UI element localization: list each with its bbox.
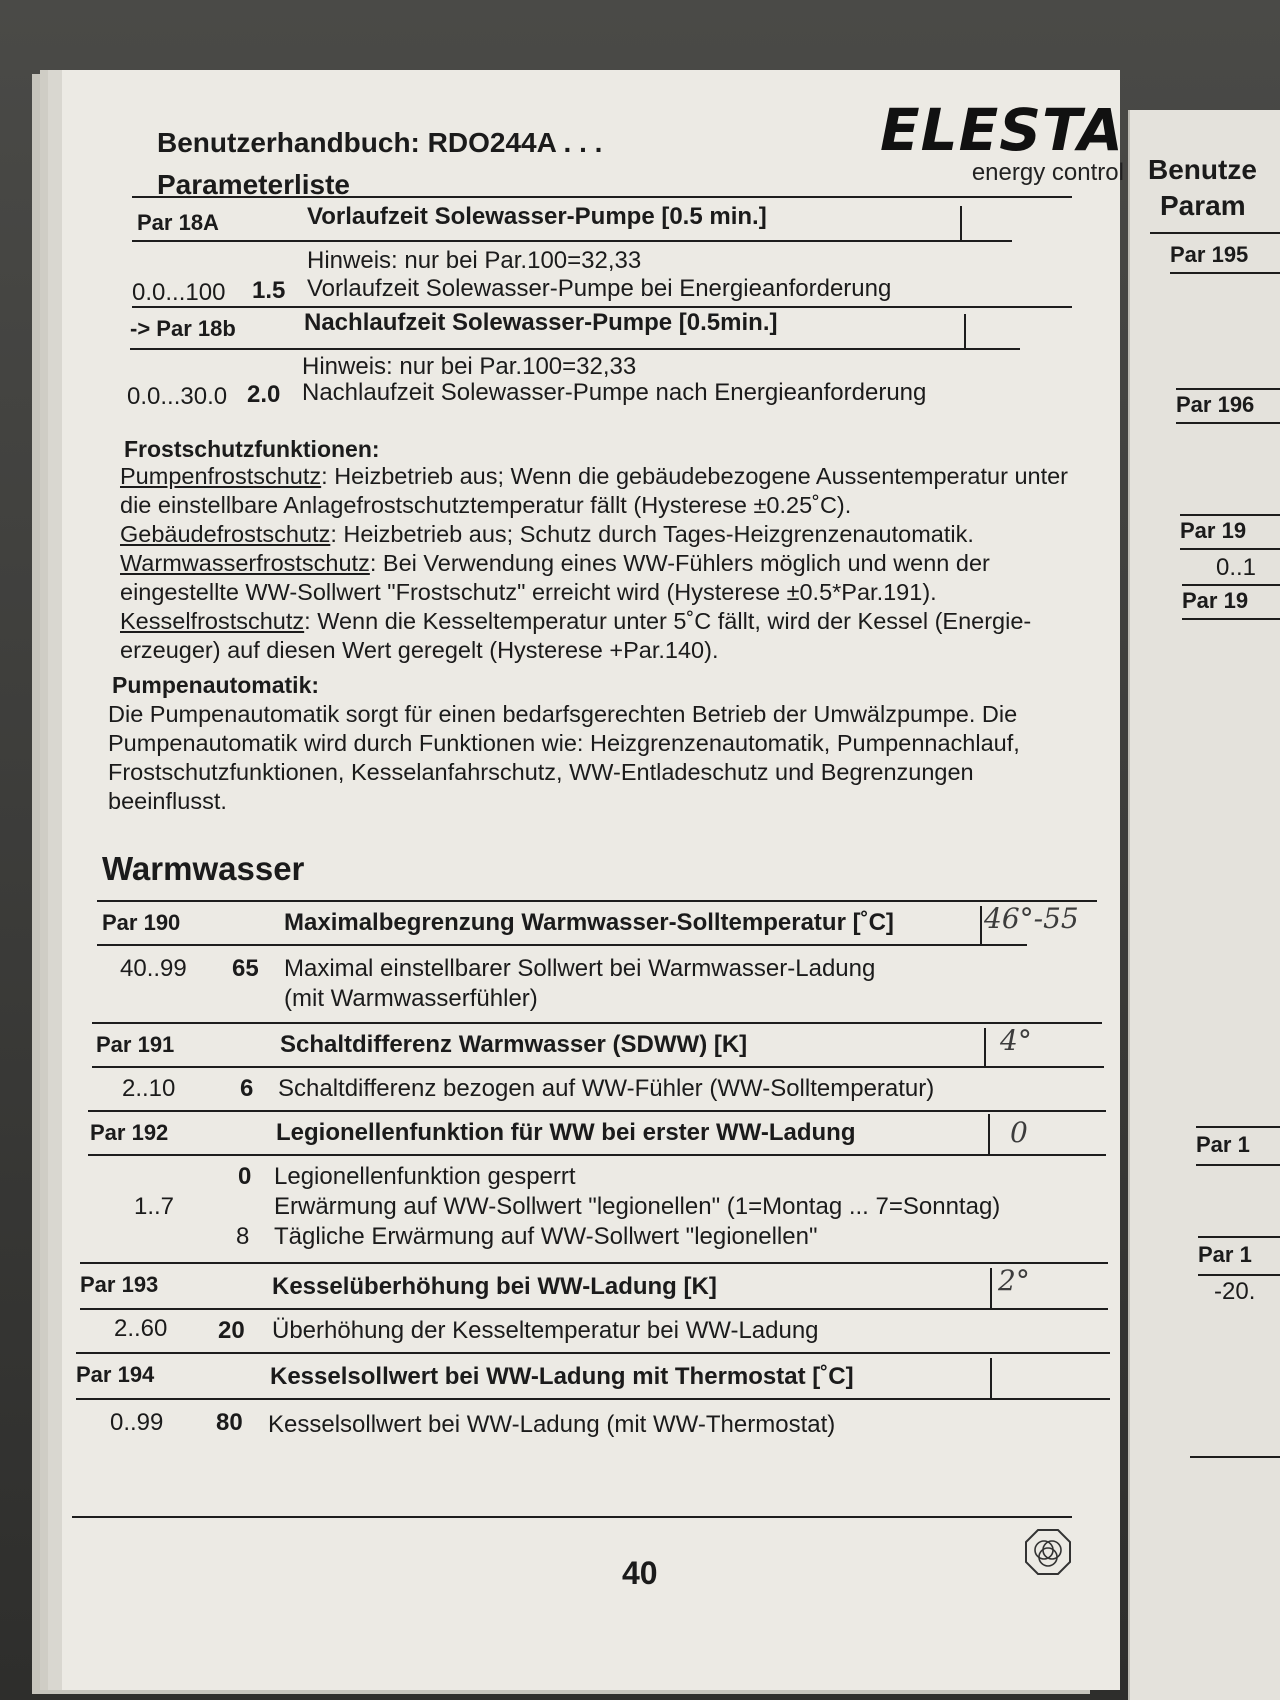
param-rule <box>76 1398 1110 1400</box>
logo-tagline: energy control <box>971 159 1124 186</box>
param-note: Hinweis: nur bei Par.100=32,33 <box>302 353 637 380</box>
header-rule <box>132 196 1072 198</box>
next-page-rule <box>1196 1164 1280 1166</box>
frost-term: Kesselfrostschutz <box>120 608 305 634</box>
next-page-rule <box>1180 514 1280 516</box>
param-default: 0 <box>238 1163 252 1190</box>
param-rule <box>97 900 1097 902</box>
value-box <box>984 1028 986 1066</box>
param-desc: Überhöhung der Kesseltemperatur bei WW-Ladung <box>272 1317 819 1344</box>
next-page-param: Par 195 <box>1170 242 1249 267</box>
param-default: 20 <box>218 1317 245 1344</box>
next-page-rule <box>1182 618 1280 620</box>
logo-wordmark: ELESTA <box>880 96 1124 164</box>
frost-term: Pumpenfrostschutz <box>120 463 322 489</box>
frost-text <box>120 462 1100 665</box>
param-rule <box>130 348 1020 350</box>
next-page-rule <box>1198 1236 1280 1238</box>
param-desc: Maximal einstellbarer Sollwert bei Warmwasser-Ladung <box>284 955 876 982</box>
param-default: 6 <box>240 1075 254 1102</box>
param-title: Vorlaufzeit Solewasser-Pumpe [0.5 min.] <box>307 203 767 230</box>
param-rule <box>92 1022 1102 1024</box>
manual-page <box>62 70 1124 1690</box>
frost-item <box>120 520 1100 549</box>
param-default: 2.0 <box>247 381 281 408</box>
next-page-edge <box>1128 110 1280 1700</box>
next-page-range: -20. <box>1214 1278 1256 1305</box>
param-id: -> Par 18b <box>130 316 236 341</box>
next-page-header: Benutze <box>1148 154 1257 185</box>
param-id: Par 191 <box>96 1032 175 1057</box>
param-default: 1.5 <box>252 277 286 304</box>
next-page-rule <box>1176 422 1280 424</box>
frost-desc: : Heizbetrieb aus; Schutz durch Tages-Heizgrenzenautomatik. <box>330 521 974 547</box>
next-page-section: Param <box>1160 190 1246 221</box>
warmwasser-heading: Warmwasser <box>102 850 305 887</box>
frost-desc: : Bei Verwendung eines WW-Fühlers möglich und wenn der eingestellte WW-Sollwert "Frostschutz" erreicht wird (Hysterese ±0.5*Par.191). <box>120 550 990 605</box>
frost-heading: Frostschutzfunktionen: <box>124 436 380 462</box>
value-box <box>988 1114 990 1154</box>
frost-desc: : Wenn die Kesseltemperatur unter 5˚C fällt, wird der Kessel (Energie-erzeuger) auf diesen Wert geregelt (Hysterese +Par.140). <box>120 608 1032 663</box>
pump-text: Die Pumpenautomatik sorgt für einen bedarfsgerechten Betrieb der Umwälzpumpe. Die Pumpenautomatik wird durch Funktionen wie: Heizgrenzenautomatik, Pumpennachlauf, Frostschutzfunktionen, Kesselanfahrschutz, WW-Entladeschutz und Begrenzungen beeinflusst. <box>108 701 1020 814</box>
param-title: Nachlaufzeit Solewasser-Pumpe [0.5min.] <box>304 309 778 336</box>
frost-item <box>120 549 1100 607</box>
param-desc: Nachlaufzeit Solewasser-Pumpe nach Energieanforderung <box>302 379 927 406</box>
corner-emblem-icon <box>1024 1528 1072 1576</box>
section-title: Parameterliste <box>157 169 351 200</box>
page-header <box>157 122 602 206</box>
frost-term: Warmwasserfrostschutz <box>120 550 370 576</box>
param-range: 2..60 <box>114 1315 168 1342</box>
param-range: 0.0...100 <box>132 279 226 306</box>
next-page-rule <box>1196 1126 1280 1128</box>
param-desc: Kesselsollwert bei WW-Ladung (mit WW-Thermostat) <box>268 1411 836 1438</box>
param-title: Kesselüberhöhung bei WW-Ladung [K] <box>272 1273 717 1300</box>
frost-term: Gebäudefrostschutz <box>120 521 331 547</box>
manual-title: Benutzerhandbuch: RDO244A . . . <box>157 127 603 158</box>
param-desc: Tägliche Erwärmung auf WW-Sollwert "legionellen" <box>274 1223 818 1250</box>
param-rule <box>92 1066 1104 1068</box>
value-box <box>960 206 962 240</box>
next-page-rule <box>1182 584 1280 586</box>
param-title: Legionellenfunktion für WW bei erster WW-Ladung <box>276 1119 856 1146</box>
param-rule <box>88 1154 1106 1156</box>
pump-heading: Pumpenautomatik: <box>112 672 320 698</box>
param-default: 65 <box>232 955 259 982</box>
value-box <box>980 906 982 944</box>
next-page-rule <box>1176 388 1280 390</box>
param-default: 8 <box>236 1223 250 1250</box>
param-rule <box>97 944 1027 946</box>
next-page-range: 0..1 <box>1216 554 1257 581</box>
param-rule <box>132 240 1012 242</box>
next-page-param: Par 196 <box>1176 392 1255 417</box>
param-desc: Vorlaufzeit Solewasser-Pumpe bei Energieanforderung <box>307 275 892 302</box>
param-desc: Erwärmung auf WW-Sollwert "legionellen" (1=Montag ... 7=Sonntag) <box>274 1193 1001 1220</box>
handwritten-value: 2° <box>998 1264 1030 1297</box>
param-title: Maximalbegrenzung Warmwasser-Solltemperatur [˚C] <box>284 909 894 936</box>
next-page-rule <box>1150 232 1280 234</box>
value-box <box>990 1358 992 1398</box>
param-desc: Schaltdifferenz bezogen auf WW-Fühler (WW-Solltemperatur) <box>278 1075 935 1102</box>
param-range: 1..7 <box>134 1193 175 1220</box>
elesta-logo <box>880 96 1124 186</box>
value-box <box>964 314 966 348</box>
param-desc-2: (mit Warmwasserfühler) <box>284 985 538 1012</box>
next-page-rule <box>1198 1274 1280 1276</box>
next-page-rule <box>1180 548 1280 550</box>
param-desc: Legionellenfunktion gesperrt <box>274 1163 576 1190</box>
param-id: Par 192 <box>90 1120 169 1145</box>
page-number: 40 <box>622 1555 658 1591</box>
param-id: Par 18A <box>137 210 219 235</box>
param-range: 0..99 <box>110 1409 164 1436</box>
param-title: Schaltdifferenz Warmwasser (SDWW) [K] <box>280 1031 748 1058</box>
frost-item <box>120 462 1100 520</box>
handwritten-value: 4° <box>1000 1024 1032 1057</box>
handwritten-value: 46°-55 <box>984 902 1079 935</box>
next-page-param: Par 19 <box>1180 518 1247 543</box>
next-page-param: Par 19 <box>1182 588 1249 613</box>
frost-item <box>120 607 1100 665</box>
param-id: Par 193 <box>80 1272 159 1297</box>
handwritten-value: 0 <box>1010 1116 1028 1149</box>
next-page-rule <box>1170 272 1280 274</box>
param-rule <box>76 1352 1110 1354</box>
param-rule <box>80 1308 1108 1310</box>
param-range: 2..10 <box>122 1075 176 1102</box>
next-page-param: Par 1 <box>1198 1242 1252 1267</box>
param-id: Par 194 <box>76 1362 155 1387</box>
param-rule <box>80 1262 1108 1264</box>
param-default: 80 <box>216 1409 243 1436</box>
param-title: Kesselsollwert bei WW-Ladung mit Thermostat [˚C] <box>270 1363 854 1390</box>
next-page-rule <box>1190 1456 1280 1458</box>
frost-desc: : Heizbetrieb aus; Wenn die gebäudebezogene Aussentemperatur unter die einstellbare Anlagefrostschutztemperatur fällt (Hysterese ±0.25˚C). <box>120 463 1069 518</box>
param-rule <box>88 1110 1106 1112</box>
param-range: 40..99 <box>120 955 187 982</box>
param-id: Par 190 <box>102 910 181 935</box>
value-box <box>990 1268 992 1308</box>
footer-rule <box>72 1516 1072 1518</box>
param-note: Hinweis: nur bei Par.100=32,33 <box>307 247 642 274</box>
next-page-param: Par 1 <box>1196 1132 1250 1157</box>
param-range: 0.0...30.0 <box>127 383 228 410</box>
